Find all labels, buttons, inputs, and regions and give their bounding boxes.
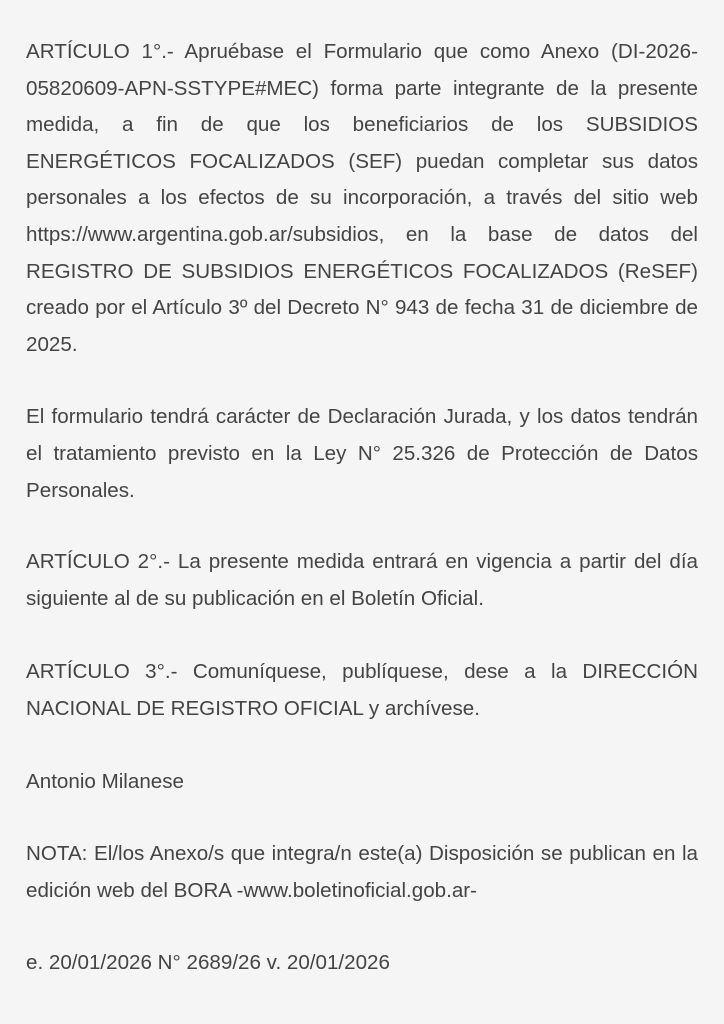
form-declaration-paragraph: El formulario tendrá carácter de Declaración Jurada, y los datos tendrán el tratamiento previsto en la Ley N° 25.326 de Protección de Datos Personales. (26, 405, 698, 502)
note-paragraph: NOTA: El/los Anexo/s que integra/n este(a) Disposición se publican en la edición web del BORA -www.boletinoficial.gob.ar- (26, 842, 698, 902)
publication-reference: e. 20/01/2026 N° 2689/26 v. 20/01/2026 (26, 951, 390, 975)
article-2-paragraph: ARTÍCULO 2°.- La presente medida entrará en vigencia a partir del día siguiente al de su publicación en el Boletín Oficial. (26, 550, 698, 610)
article-3-paragraph: ARTÍCULO 3°.- Comuníquese, publíquese, dese a la DIRECCIÓN NACIONAL DE REGISTRO OFICIAL y archívese. (26, 660, 698, 720)
signatory-name: Antonio Milanese (26, 769, 184, 793)
article-1-paragraph: ARTÍCULO 1°.- Apruébase el Formulario que como Anexo (DI-2026-05820609-APN-SSTYPE#MEC) forma parte integrante de la presente medida, a fin de que los beneficiarios de los SUBSIDIOS ENERGÉTICOS FOCALIZADOS (SEF) puedan completar sus datos personales a los efectos de su incorporación, a través del sitio web https://www.argentina.gob.ar/subsidios, en la base de datos del REGISTRO DE SUBSIDIOS ENERGÉTICOS FOCALIZADOS (ReSEF) creado por el Artículo 3º del Decreto N° 943 de fecha 31 de diciembre de 2025. (26, 40, 698, 356)
